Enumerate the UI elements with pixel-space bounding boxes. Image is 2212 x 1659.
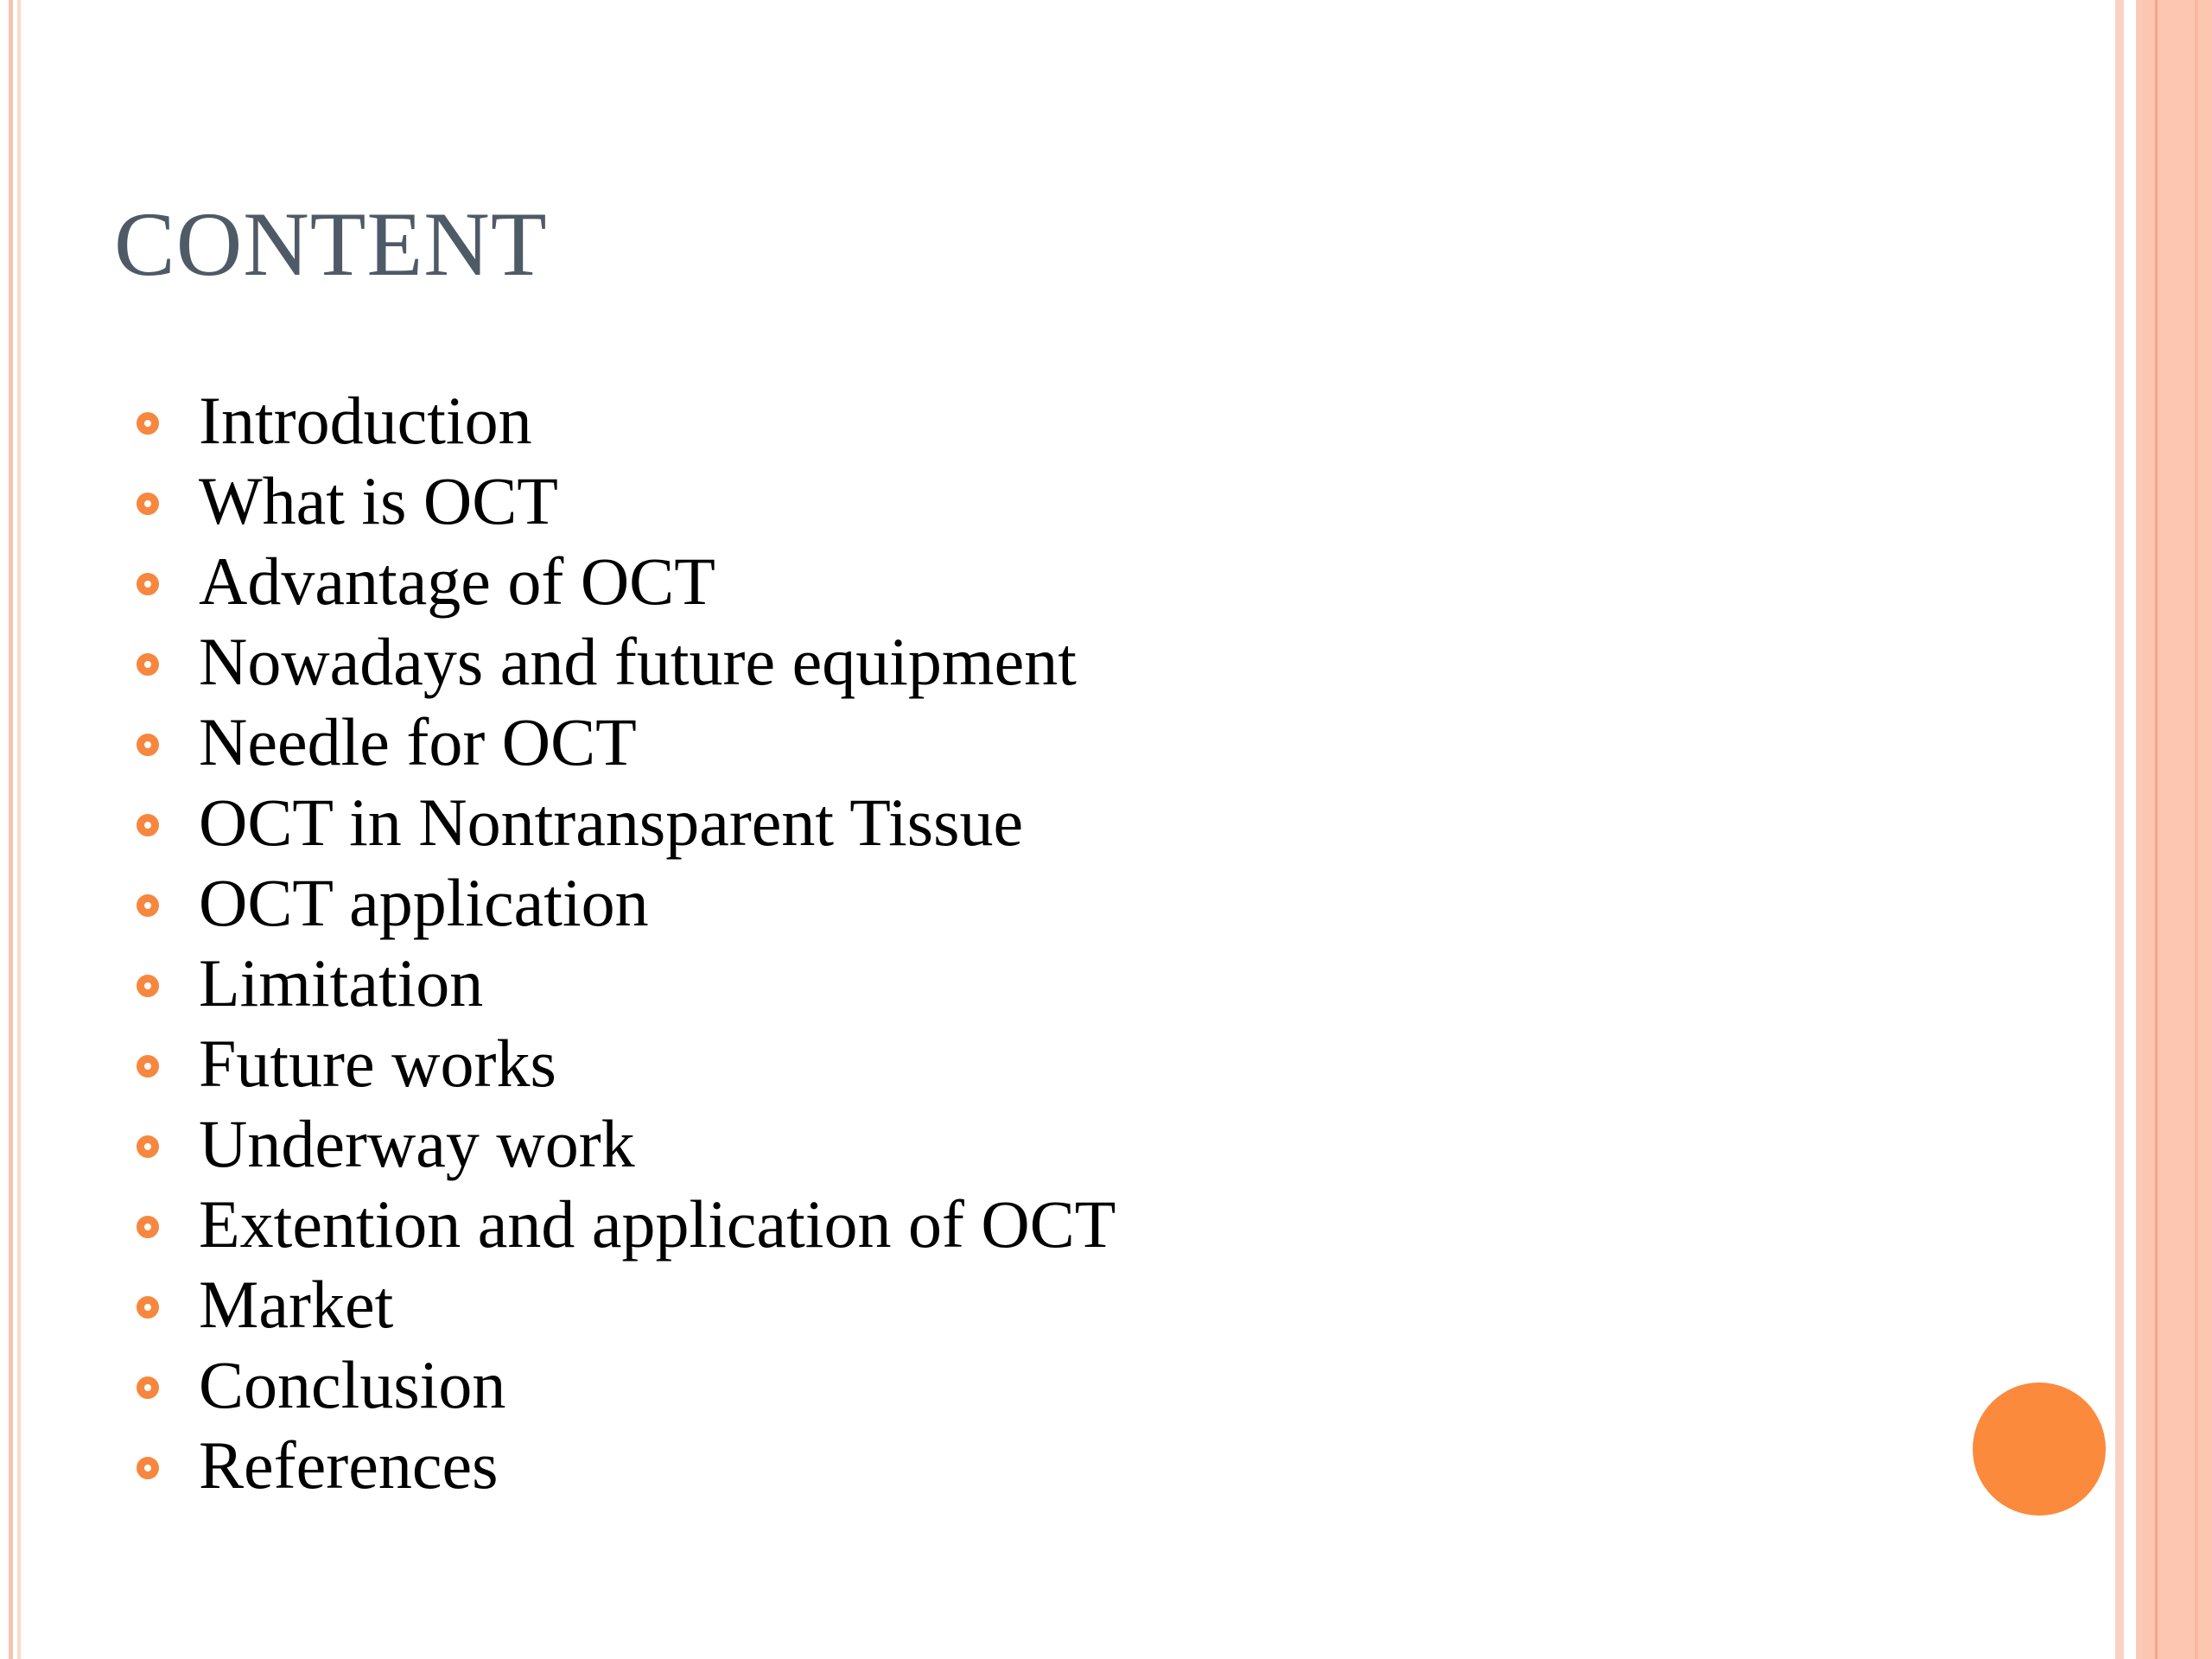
list-item-label: Future works xyxy=(199,1026,556,1101)
ring-bullet-icon xyxy=(137,894,159,917)
ring-bullet-icon xyxy=(137,814,159,836)
ring-bullet-icon xyxy=(137,1135,159,1158)
ring-bullet-icon xyxy=(137,412,159,435)
ring-bullet-icon xyxy=(137,1376,159,1399)
orange-circle-icon xyxy=(1973,1382,2106,1516)
ring-bullet-icon xyxy=(137,975,159,997)
list-item-label: Advantage of OCT xyxy=(199,543,715,619)
list-item xyxy=(137,1103,1116,1184)
list-item xyxy=(137,1344,1116,1425)
list-item-label: Conclusion xyxy=(199,1347,506,1422)
list-item-label: Extention and application of OCT xyxy=(199,1186,1116,1262)
right-decorative-band xyxy=(2143,0,2212,1659)
list-item-label: Underway work xyxy=(199,1106,635,1181)
list-item xyxy=(137,1264,1116,1344)
list-item xyxy=(137,621,1116,702)
list-item xyxy=(137,782,1116,862)
list-item xyxy=(137,702,1116,782)
left-border-line xyxy=(9,0,13,1659)
list-item xyxy=(137,1184,1116,1264)
list-item xyxy=(137,380,1116,461)
list-item xyxy=(137,1425,1116,1505)
list-item-label: Needle for OCT xyxy=(199,704,637,779)
right-border-line-inner xyxy=(2136,0,2143,1659)
content-bullet-list xyxy=(137,380,1116,1505)
right-band-stripe-outer xyxy=(2195,0,2198,1659)
list-item-label: Market xyxy=(199,1267,394,1342)
list-item-label: OCT application xyxy=(199,865,649,940)
list-item-label: What is OCT xyxy=(199,463,558,538)
list-item-label: References xyxy=(199,1427,499,1503)
ring-bullet-icon xyxy=(137,1216,159,1238)
left-border-line-inner xyxy=(17,0,21,1659)
list-item xyxy=(137,862,1116,943)
list-item xyxy=(137,943,1116,1023)
ring-bullet-icon xyxy=(137,653,159,676)
ring-bullet-icon xyxy=(137,573,159,595)
list-item-label: Nowadays and future equipment xyxy=(199,624,1077,699)
right-border-line xyxy=(2115,0,2124,1659)
slide-title: CONTENT xyxy=(114,194,548,295)
right-band-stripe xyxy=(2155,0,2158,1659)
list-item-label: Introduction xyxy=(199,383,532,458)
ring-bullet-icon xyxy=(137,1055,159,1077)
ring-bullet-icon xyxy=(137,493,159,515)
list-item xyxy=(137,461,1116,541)
ring-bullet-icon xyxy=(137,1296,159,1319)
list-item-label: OCT in Nontransparent Tissue xyxy=(199,785,1024,860)
list-item xyxy=(137,541,1116,621)
ring-bullet-icon xyxy=(137,734,159,756)
list-item-label: Limitation xyxy=(199,945,484,1020)
ring-bullet-icon xyxy=(137,1457,159,1479)
list-item xyxy=(137,1023,1116,1103)
